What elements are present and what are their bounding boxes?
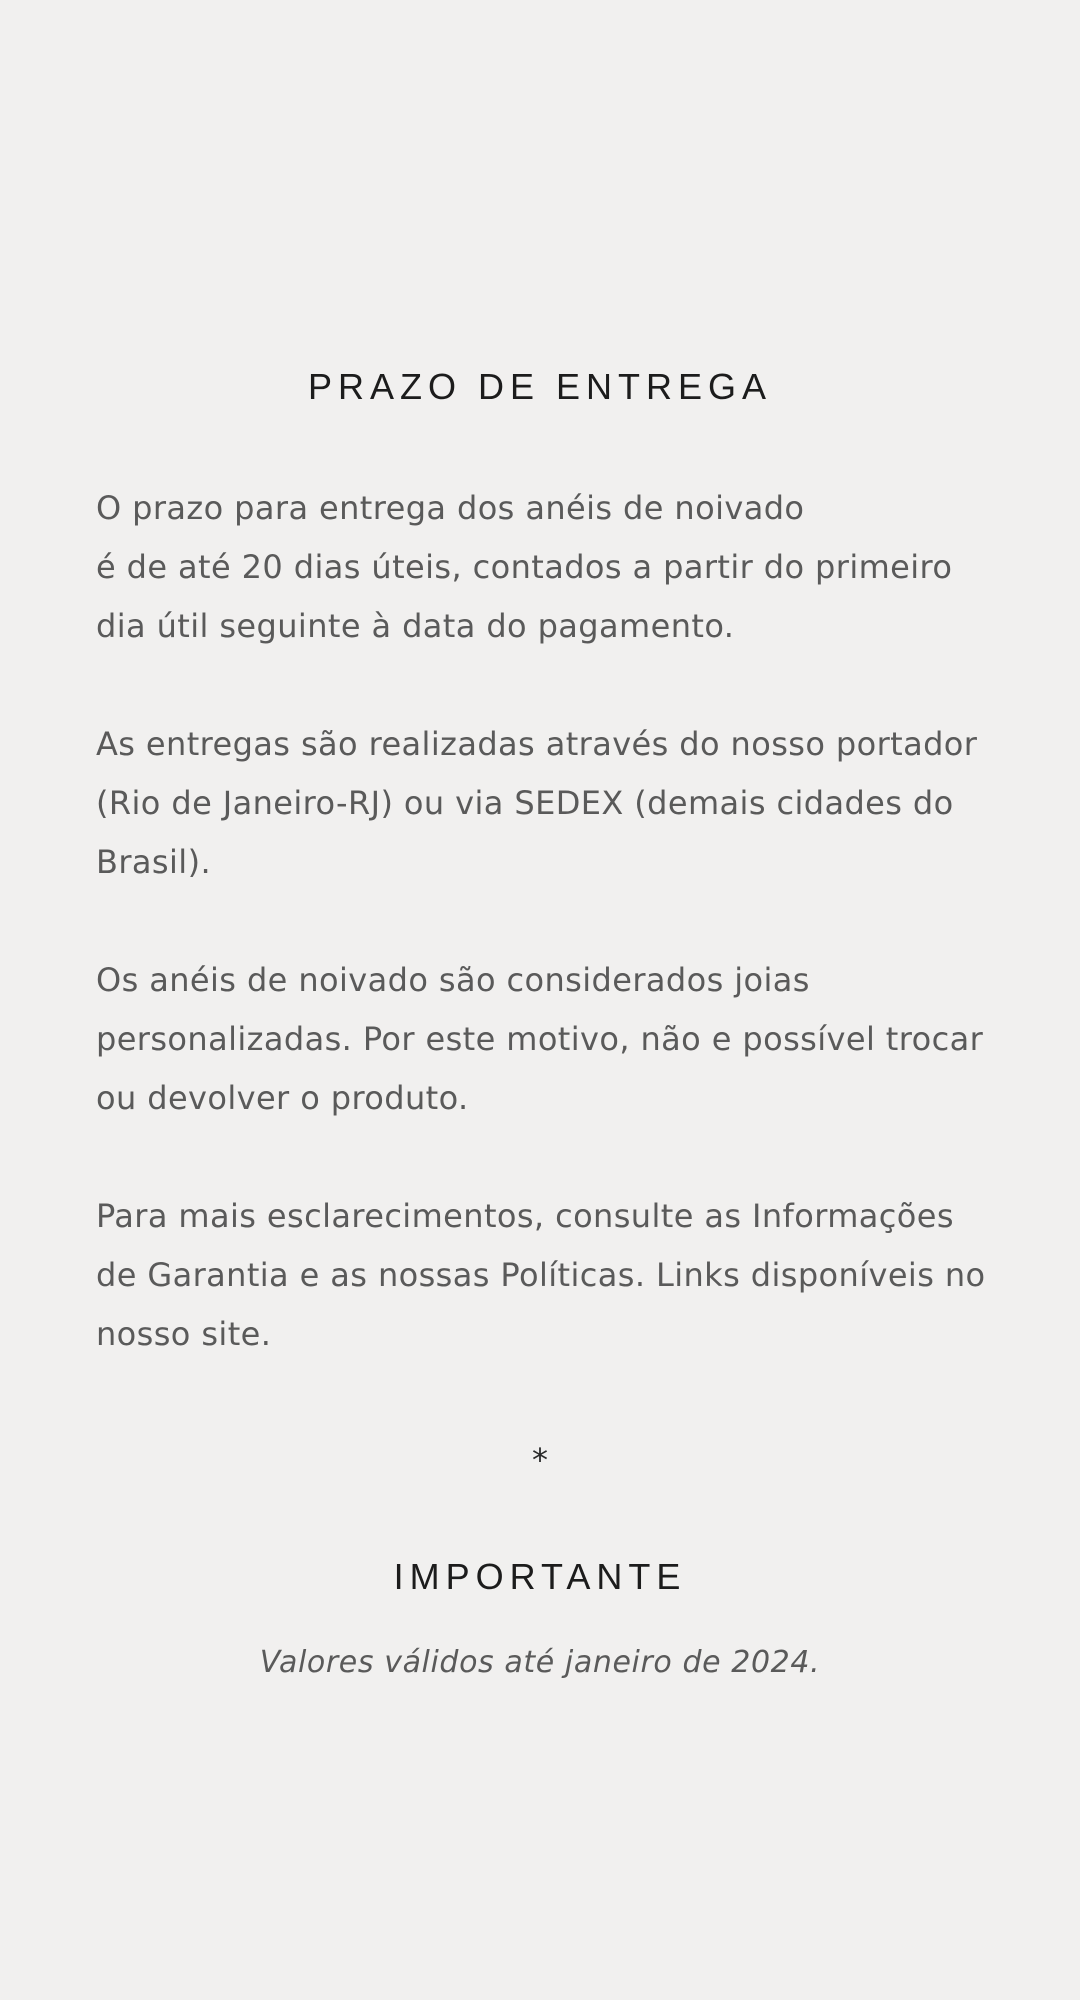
- paragraph-line: As entregas são realizadas através do nosso portador: [96, 725, 978, 763]
- paragraph-line: ou devolver o produto.: [96, 1079, 469, 1117]
- paragraph-line: de Garantia e as nossas Políticas. Links disponíveis no: [96, 1256, 986, 1294]
- more-info-paragraph: [96, 1187, 986, 1364]
- paragraph-line: Brasil).: [96, 843, 212, 881]
- delivery-time-paragraph: [96, 479, 952, 656]
- paragraph-line: dia útil seguinte à data do pagamento.: [96, 607, 735, 645]
- paragraph-line: Os anéis de noivado são considerados joias: [96, 961, 810, 999]
- paragraph-line: O prazo para entrega dos anéis de noivado: [96, 489, 805, 527]
- paragraph-line: (Rio de Janeiro-RJ) ou via SEDEX (demais cidades do: [96, 784, 954, 822]
- paragraph-line: é de até 20 dias úteis, contados a partir do primeiro: [96, 548, 953, 586]
- paragraph-line: personalizadas. Por este motivo, não e possível trocar: [96, 1020, 984, 1058]
- asterisk-separator: *: [532, 1441, 548, 1479]
- paragraph-line: nosso site.: [96, 1315, 272, 1353]
- shipping-method-paragraph: [96, 715, 977, 892]
- validity-note: Valores válidos até janeiro de 2024.: [259, 1645, 821, 1680]
- paragraph-line: Para mais esclarecimentos, consulte as Informações: [96, 1197, 954, 1235]
- no-exchange-paragraph: [96, 951, 983, 1128]
- important-heading: IMPORTANTE: [393, 1556, 687, 1597]
- delivery-heading: PRAZO DE ENTREGA: [307, 366, 773, 407]
